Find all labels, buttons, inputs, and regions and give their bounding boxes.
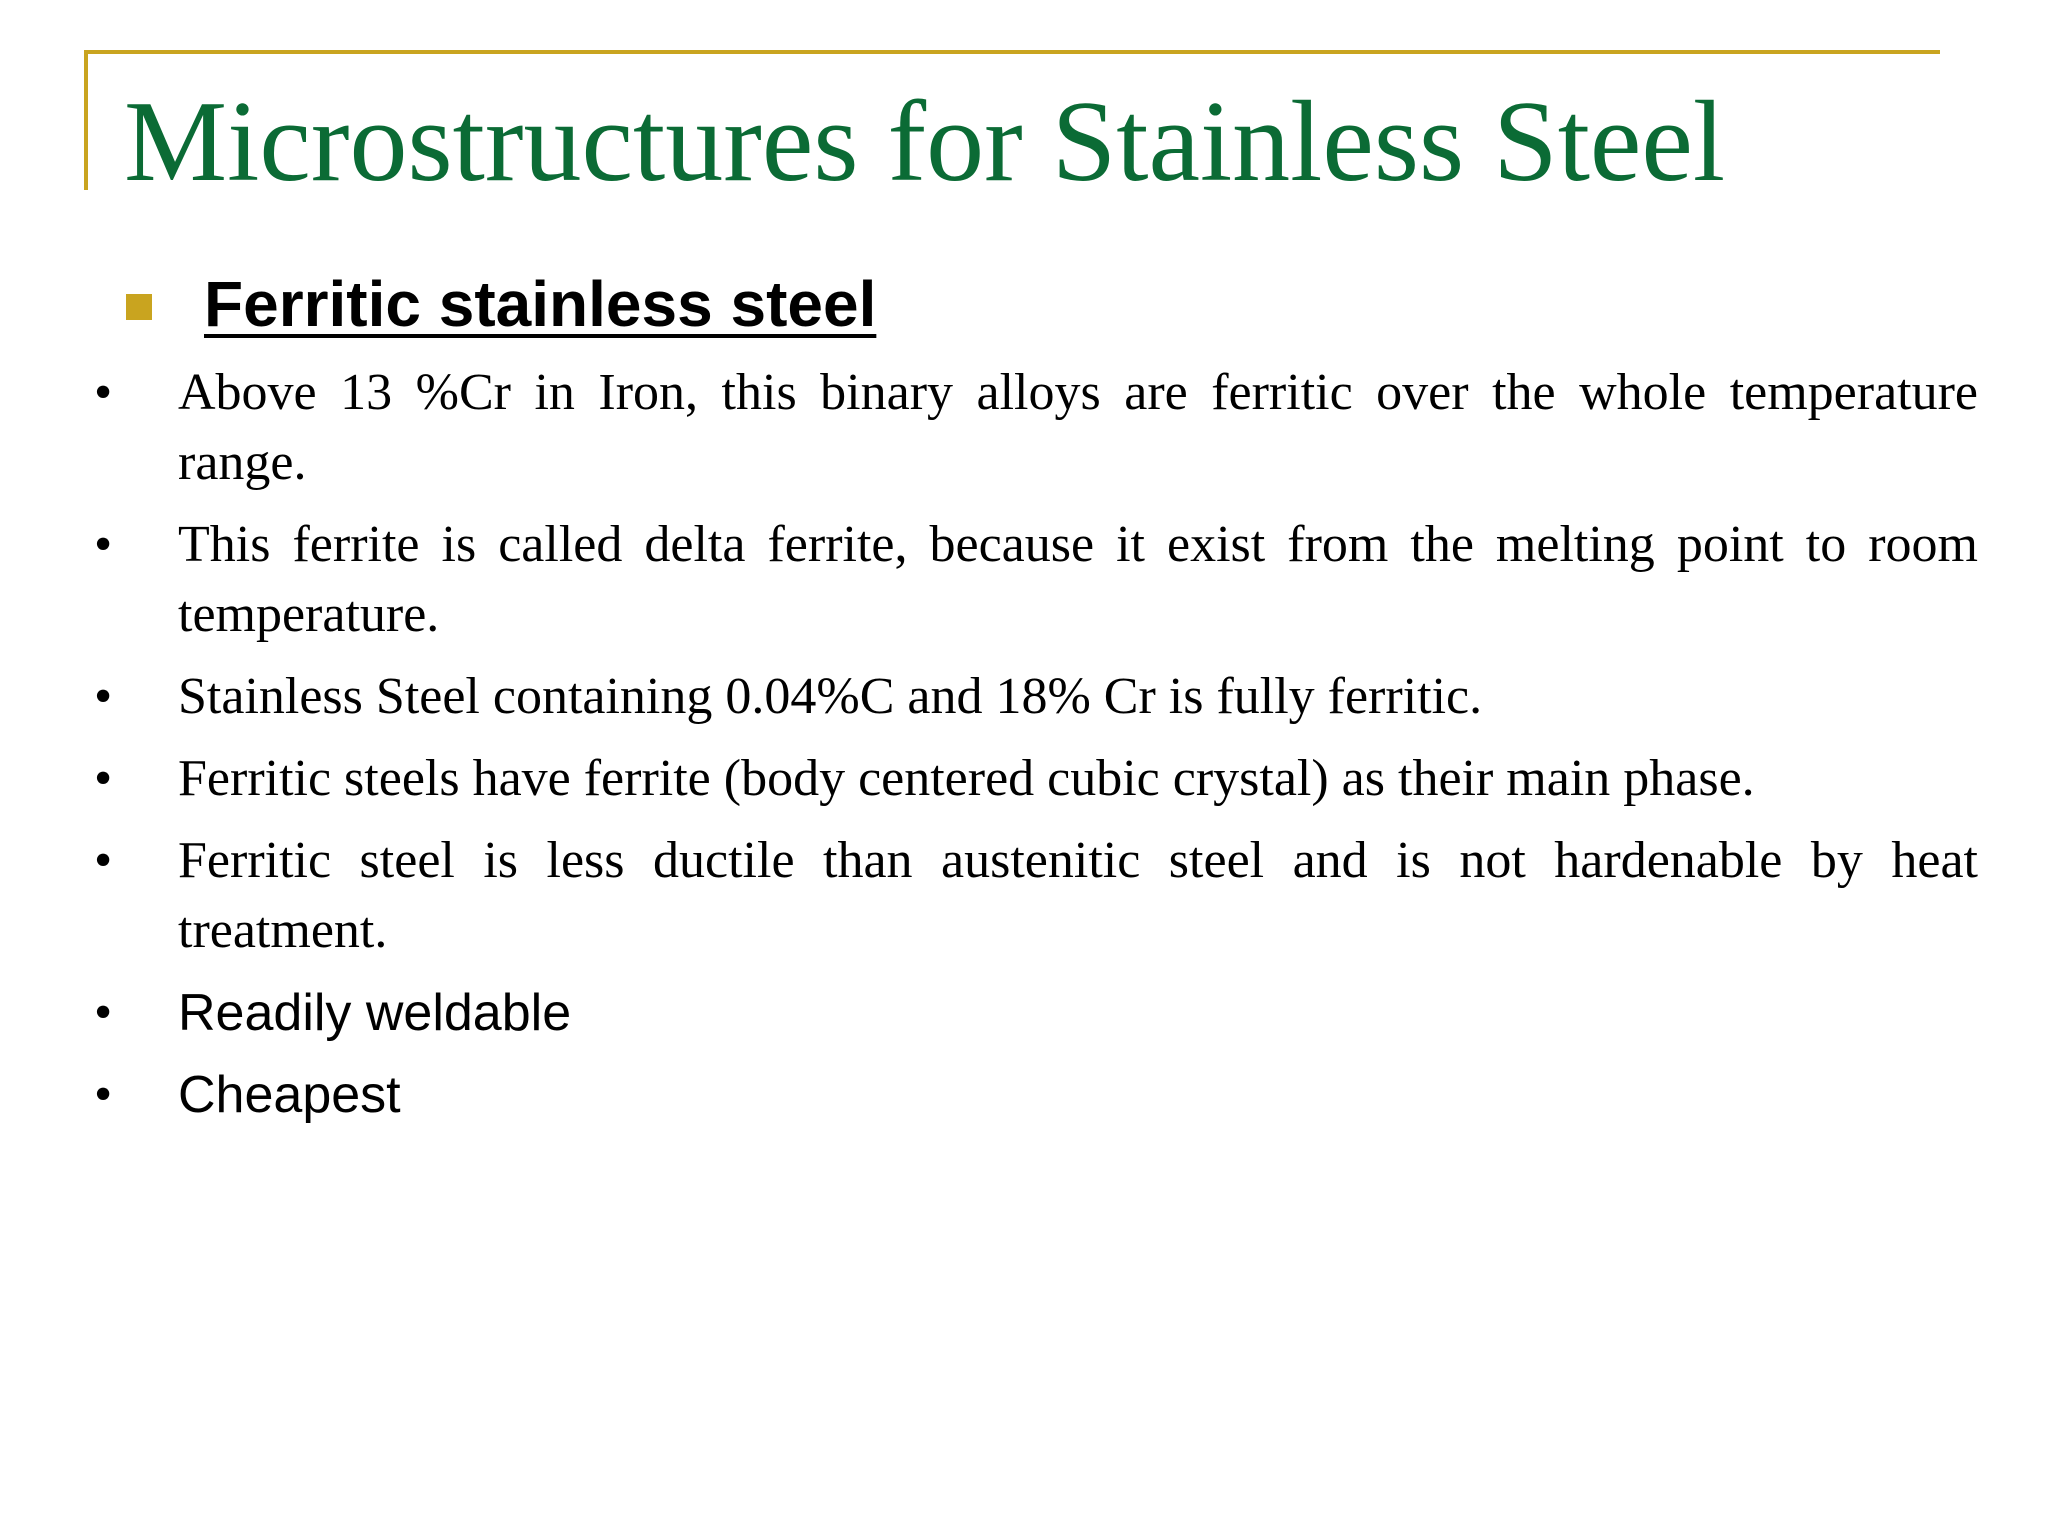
bullet-dot-icon: • [94,984,113,1041]
bullet-text: Above 13 %Cr in Iron, this binary alloys are ferritic over the whole temperature range. [178,364,1978,491]
list-item [94,744,1978,814]
list-item [94,510,1978,650]
bullet-text: Ferritic steels have ferrite (body centered cubic crystal) as their main phase. [178,750,1755,807]
square-bullet-icon [126,294,152,320]
subheading: Ferritic stainless steel [204,268,877,340]
bullet-dot-icon: • [94,750,113,807]
bullet-text: Readily weldable [178,984,572,1042]
bullet-text: Ferritic steel is less ductile than austenitic steel and is not hardenable by heat treatment. [178,832,1978,959]
bullet-text: Stainless Steel containing 0.04%C and 18% Cr is fully ferritic. [178,668,1483,725]
list-item [94,358,1978,498]
title-rule-top [84,50,1940,54]
bullet-dot-icon: • [94,364,113,421]
bullet-dot-icon: • [94,1066,113,1123]
slide-title: Microstructures for Stainless Steel [124,78,1726,206]
list-item [94,978,1978,1048]
list-item [94,662,1978,732]
bullet-text: This ferrite is called delta ferrite, because it exist from the melting point to room temperature. [178,516,1978,643]
bullet-dot-icon: • [94,668,113,725]
bullet-list [94,358,1978,1142]
title-rule-left [84,50,88,190]
bullet-dot-icon: • [94,516,113,573]
subheading-row [126,268,876,340]
bullet-dot-icon: • [94,832,113,889]
bullet-text: Cheapest [178,1066,401,1124]
list-item [94,826,1978,966]
list-item [94,1060,1978,1130]
